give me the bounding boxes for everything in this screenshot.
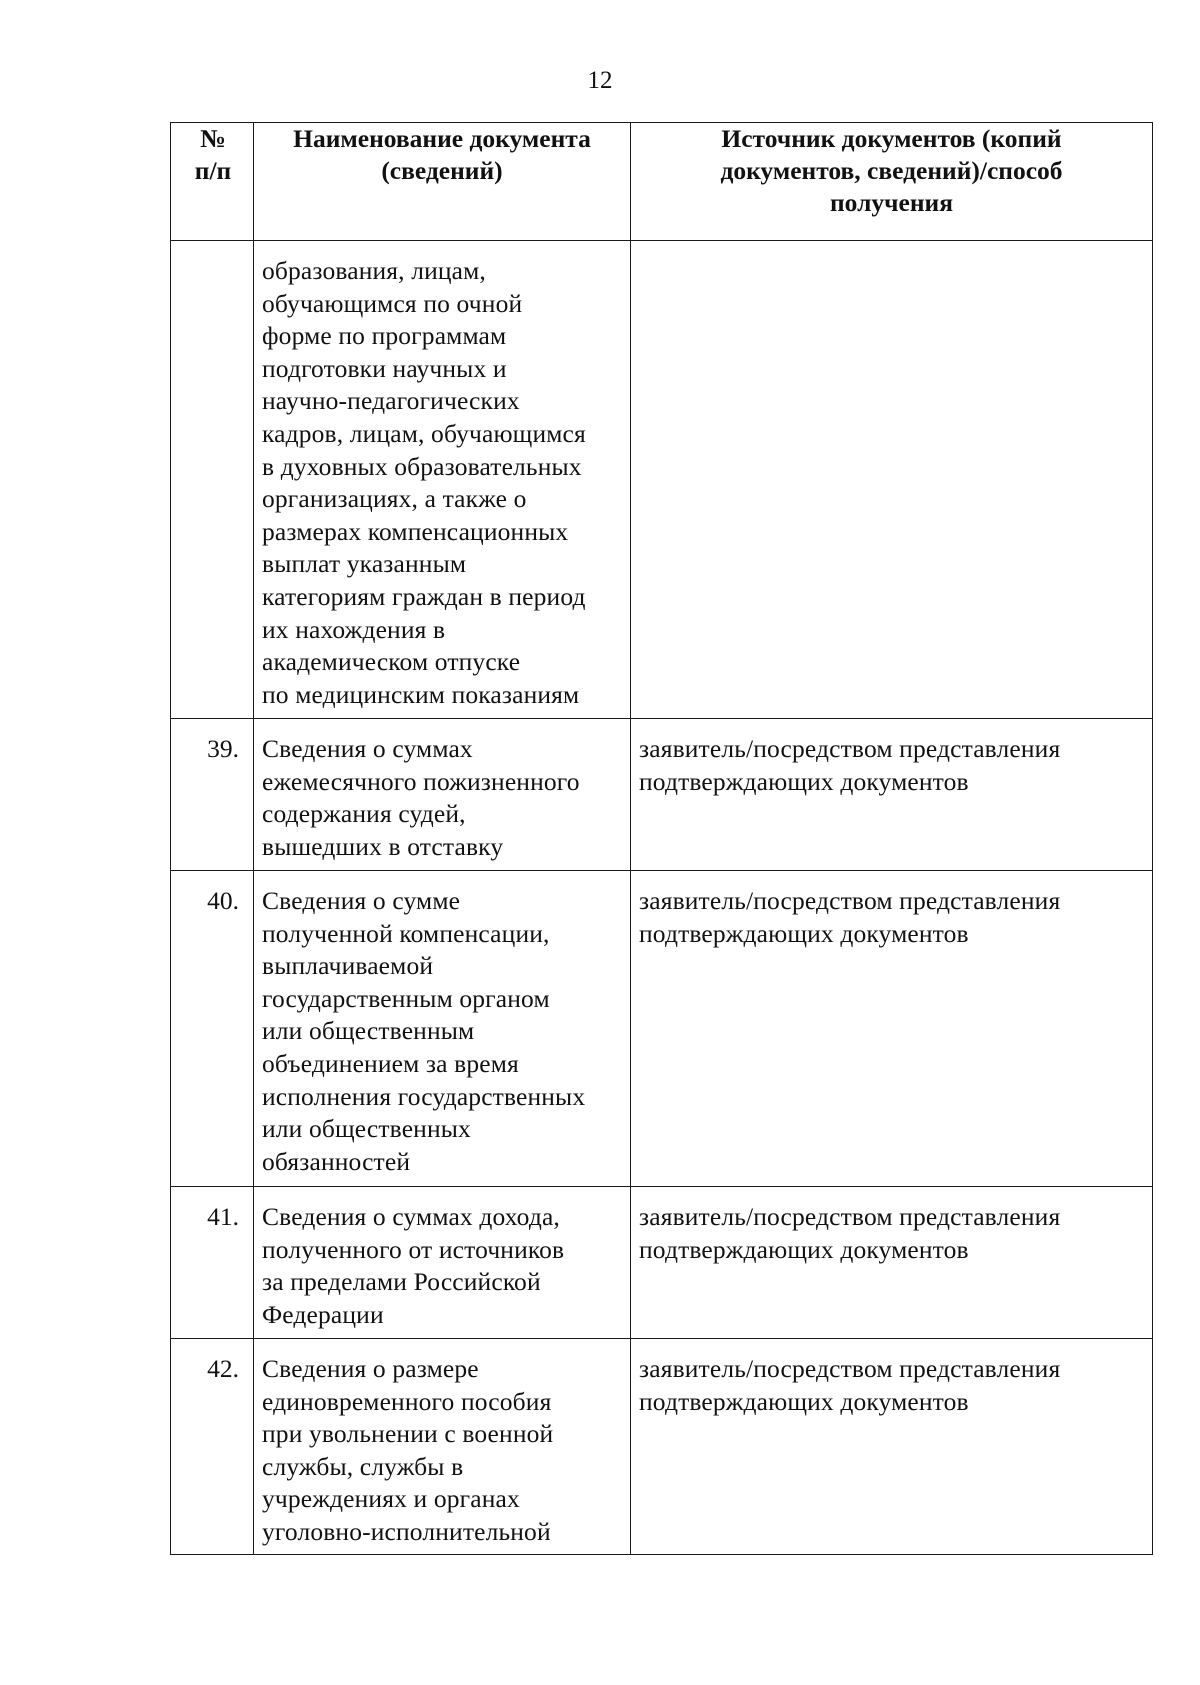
row-number: 39. xyxy=(171,719,254,871)
row-document-name: Сведения о суммах дохода, полученного от источников за пределами Российской Федерации xyxy=(254,1187,631,1339)
documents-table xyxy=(170,122,1153,1555)
row-document-source: заявитель/посредством представления подтверждающих документов xyxy=(631,871,1153,1187)
page-number: 12 xyxy=(587,67,613,94)
table-row xyxy=(171,1339,1153,1555)
table-header xyxy=(171,123,1153,241)
table-row xyxy=(171,871,1153,1187)
table-body xyxy=(171,241,1153,1555)
row-number xyxy=(171,241,254,719)
row-document-name: Сведения о суммах ежемесячного пожизненного содержания судей, вышедших в отставку xyxy=(254,719,631,871)
row-document-name: образования, лицам, обучающимся по очной форме по программам подготовки научных и научно-педагогических кадров, лицам, обучающимся в духовных образовательных организациях, а также о размерах компенсационных выплат указанным категориям граждан в период их нахождения в академическом отпуске по медицинским показаниям xyxy=(254,241,631,719)
header-document-name: Наименование документа (сведений) xyxy=(254,123,631,241)
row-document-name: Сведения о сумме полученной компенсации, выплачиваемой государственным органом или общественным объединением за время исполнения государственных или общественных обязанностей xyxy=(254,871,631,1187)
row-document-source: заявитель/посредством представления подтверждающих документов xyxy=(631,719,1153,871)
row-document-source: заявитель/посредством представления подтверждающих документов xyxy=(631,1339,1153,1555)
row-number: 40. xyxy=(171,871,254,1187)
header-number: № п/п xyxy=(171,123,254,241)
table-row xyxy=(171,1187,1153,1339)
row-document-name: Сведения о размере единовременного пособия при увольнении с военной службы, службы в учреждениях и органах уголовно-исполнительной xyxy=(254,1339,631,1555)
row-number: 41. xyxy=(171,1187,254,1339)
row-document-source xyxy=(631,241,1153,719)
table-header-row xyxy=(171,123,1153,241)
row-number: 42. xyxy=(171,1339,254,1555)
row-document-source: заявитель/посредством представления подтверждающих документов xyxy=(631,1187,1153,1339)
table-row xyxy=(171,241,1153,719)
header-document-source: Источник документов (копий документов, сведений)/способ получения xyxy=(631,123,1153,241)
table-row xyxy=(171,719,1153,871)
